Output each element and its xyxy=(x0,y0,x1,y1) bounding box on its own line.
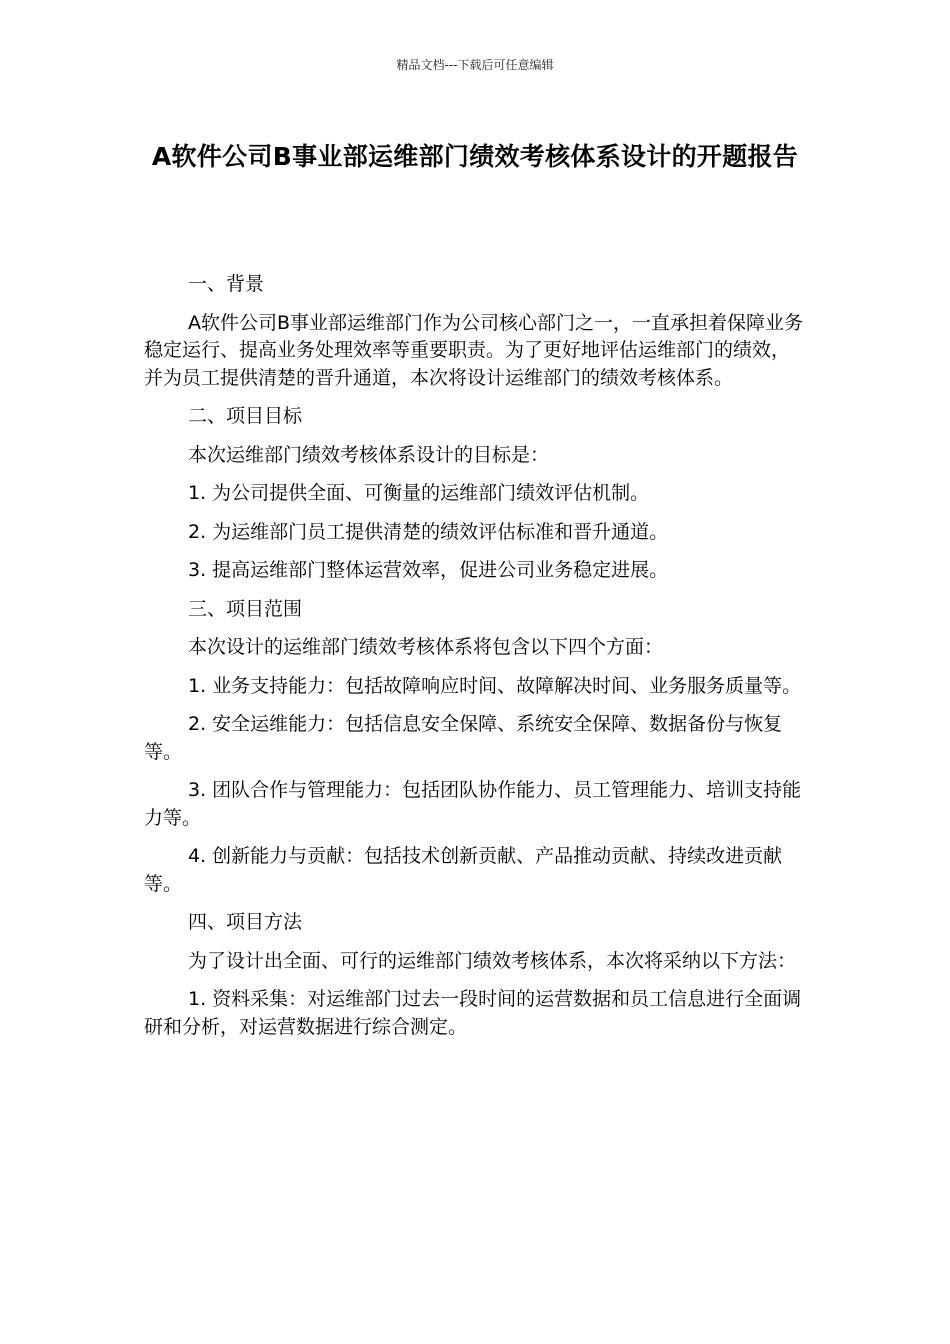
goal-item-2: 2. 为运维部门员工提供清楚的绩效评估标准和晋升通道。 xyxy=(188,520,669,543)
section-heading-background: 一、背景 xyxy=(188,273,265,295)
paragraph-methods-intro: 为了设计出全面、可行的运维部门绩效考核体系，本次将采纳以下方法： xyxy=(188,949,797,972)
scope-item-4: 4. 创新能力与贡献：包括技术创新贡献、产品推动贡献、持续改进贡献等。 xyxy=(144,845,783,895)
scope-item-3: 3. 团队合作与管理能力：包括团队协作能力、员工管理能力、培训支持能力等。 xyxy=(144,779,802,829)
document-body xyxy=(144,271,804,1052)
scope-item-2: 2. 安全运维能力：包括信息安全保障、系统安全保障、数据备份与恢复等。 xyxy=(144,713,783,763)
document-title: A软件公司B事业部运维部门绩效考核体系设计的开题报告 xyxy=(151,142,799,171)
section-heading-scope: 三、项目范围 xyxy=(188,597,303,620)
method-item-1: 1. 资料采集：对运维部门过去一段时间的运营数据和员工信息进行全面调研和分析，对运营数据进行综合测定。 xyxy=(144,988,802,1038)
paragraph-scope-intro: 本次设计的运维部门绩效考核体系将包含以下四个方面： xyxy=(188,636,664,658)
paragraph-goals-intro: 本次运维部门绩效考核体系设计的目标是： xyxy=(188,443,550,466)
goal-item-1: 1. 为公司提供全面、可衡量的运维部门绩效评估机制。 xyxy=(188,482,650,504)
scope-item-1: 1. 业务支持能力：包括故障响应时间、故障解决时间、业务服务质量等。 xyxy=(188,674,802,697)
page-header: 精品文档---下载后可任意编辑 xyxy=(396,58,554,72)
section-heading-goals: 二、项目目标 xyxy=(188,405,303,427)
paragraph-background: A软件公司B事业部运维部门作为公司核心部门之一，一直承担着保障业务稳定运行、提高业务处理效率等重要职责。为了更好地评估运维部门的绩效，并为员工提供清楚的晋升通道，本次将设计运维部门的绩效考核体系。 xyxy=(144,311,804,389)
goal-item-3: 3. 提高运维部门整体运营效率，促进公司业务稳定进展。 xyxy=(188,559,669,581)
section-heading-methods: 四、项目方法 xyxy=(188,911,303,933)
